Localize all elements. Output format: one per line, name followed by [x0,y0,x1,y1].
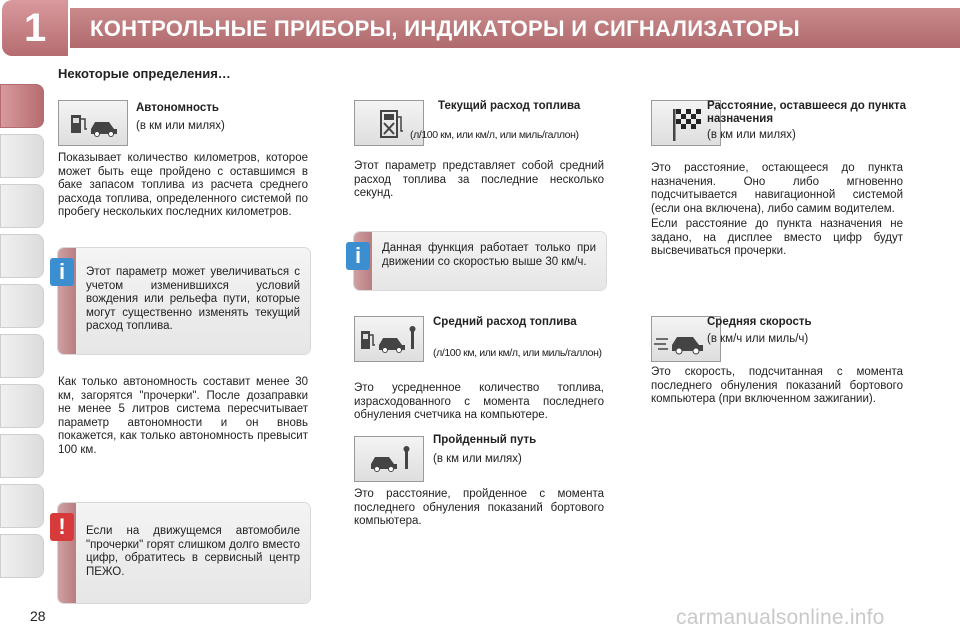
range-description: Показывает количество километров, которое может быть еще пройдено с оставшимся в баке запасом топлива из расчета среднего расхода топлива, определенного системой по пробегу нескольких последних километров. [58,152,308,219]
info-icon: i [346,242,370,270]
range-note-text: Этот параметр может увеличиваться с учетом изменившихся условий вождения или рельефа пути, которые могут существенно изменять текущий расход топлива. [86,266,300,333]
side-tab-10[interactable] [0,534,44,578]
range-info-note [58,248,310,354]
page-number: 28 [30,608,46,624]
average-title: Средний расход топлива [433,316,577,328]
distance-icon-box [354,436,424,482]
destination-description-2: Если расстояние до пункта назначения не задано, на дисплее вместо цифр будут высвечиваться прочерки. [651,218,903,258]
current-note-text: Данная функция работает только при движении со скоростью выше 30 км/ч. [382,242,596,268]
current-description: Этот параметр представляет собой средний расход топлива за последние несколько секунд. [354,160,604,200]
side-tab-2[interactable] [0,134,44,178]
chapter-title: КОНТРОЛЬНЫЕ ПРИБОРЫ, ИНДИКАТОРЫ И СИГНАЛИЗАТОРЫ [90,16,800,41]
side-tab-9[interactable] [0,484,44,528]
distance-title: Пройденный путь [433,434,537,446]
average-description: Это усредненное количество топлива, израсходованного с момента последнего обнуления счетчика на компьютере. [354,382,604,422]
warning-note [58,503,310,603]
watermark: carmanualsonline.info [676,606,885,629]
distance-description: Это расстояние, пройденное с момента последнего обнуления показаний бортового компьютера. [354,488,604,528]
warning-note-text: Если на движущемся автомобиле "прочерки" горят слишком долго вместо цифр, обратитесь в сервисный центр ПЕЖО. [86,525,300,578]
fuel-pump-car-icon [59,101,129,147]
chapter-tab[interactable] [2,0,68,56]
car-distance-icon [355,437,425,483]
warning-icon: ! [50,513,74,541]
range-description-2: Как только автономность составит менее 30 км, загорятся "прочерки". После дозаправки не менее 5 литров система пересчитывает параметр автономности и он вновь покажется, как только автономность превысит 100 км. [58,376,308,456]
side-tab-7[interactable] [0,384,44,428]
destination-subtitle: (в км или милях) [707,129,796,141]
side-tab-1[interactable] [0,84,44,128]
range-subtitle: (в км или милях) [136,120,225,132]
header [0,0,960,56]
side-tab-8[interactable] [0,434,44,478]
average-icon-box [354,316,424,362]
destination-title: Расстояние, оставшееся до пункта назначения [707,100,907,125]
speed-subtitle: (в км/ч или миль/ч) [707,333,809,345]
range-icon-box [58,100,128,146]
average-subtitle: (л/100 км, или км/л, или миль/галлон) [433,347,602,359]
page-subtitle: Некоторые определения… [58,66,231,81]
info-icon: i [50,258,74,286]
range-title: Автономность [136,102,219,114]
current-subtitle: (л/100 км, или км/л, или миль/галлон) [410,129,579,141]
current-info-note [354,232,606,290]
side-tab-5[interactable] [0,284,44,328]
chapter-number: 1 [24,6,47,50]
current-title: Текущий расход топлива [438,100,581,112]
fuel-pump-car-gauge-icon [355,317,425,363]
speed-description: Это скорость, подсчитанная с момента последнего обнуления показаний бортового компьютера (при включенном зажигании). [651,366,903,406]
side-tab-4[interactable] [0,234,44,278]
side-tabs [0,56,46,596]
destination-description-1: Это расстояние, остающееся до пункта назначения. Оно либо мгновенно подсчитывается навигационной системой (если она включена), либо самим водителем. [651,162,903,215]
distance-subtitle: (в км или милях) [433,453,522,465]
side-tab-6[interactable] [0,334,44,378]
speed-title: Средняя скорость [707,316,812,328]
side-tab-3[interactable] [0,184,44,228]
